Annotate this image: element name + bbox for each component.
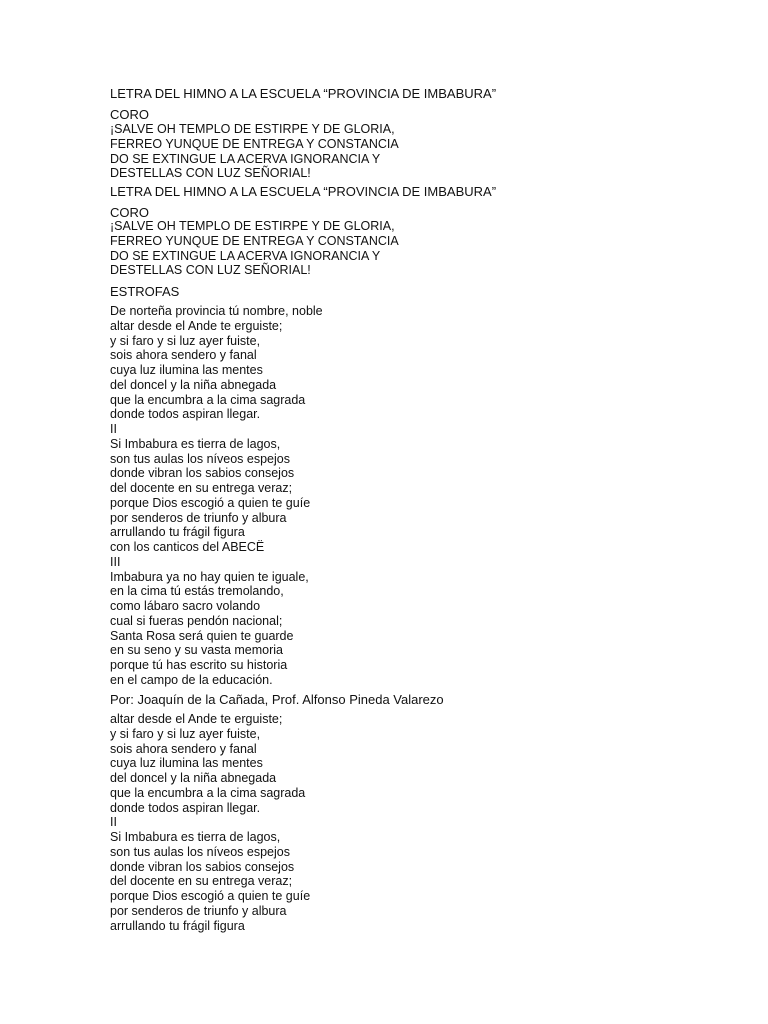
stanza-line: del docente en su entrega veraz;: [110, 481, 293, 495]
stanza-line: como lábaro sacro volando: [110, 599, 261, 613]
chorus-label: CORO: [110, 107, 149, 122]
stanza-line: del doncel y la niña abnegada: [110, 377, 277, 392]
stanza-line: por senderos de triunfo y albura: [110, 903, 287, 918]
stanza-line: donde vibran los sabios consejos: [110, 466, 295, 481]
stanza-line: son tus aulas los níveos espejos: [110, 844, 290, 859]
chorus-line: DO SE EXTINGUE LA ACERVA IGNORANCIA Y: [110, 151, 381, 166]
stanza-line: del docente en su entrega veraz;: [110, 874, 293, 889]
stanza-line: cuya luz ilumina las mentes: [110, 756, 263, 771]
stanza-line: con los canticos del ABECË: [110, 540, 265, 554]
stanza-line: altar desde el Ande te erguiste;: [110, 318, 283, 333]
stanza-line: porque tú has escrito su historia: [110, 658, 288, 672]
stanza-line: Santa Rosa será quien te guarde: [110, 628, 294, 643]
chorus-line: DESTELLAS CON LUZ SEÑORIAL!: [110, 263, 311, 278]
chorus-block: [110, 122, 730, 181]
stanza-line: Imbabura ya no hay quien te iguale,: [110, 569, 309, 584]
stanzas-block-repeat: [110, 712, 730, 933]
stanza-line: donde todos aspiran llegar.: [110, 407, 261, 422]
stanza-line: que la encumbra a la cima sagrada: [110, 785, 306, 800]
chorus-block-repeat: [110, 219, 730, 278]
stanza-line: cual si fueras pendón nacional;: [110, 613, 283, 628]
stanza-line: en la cima tú estás tremolando,: [110, 584, 284, 599]
stanza-line: altar desde el Ande te erguiste;: [110, 712, 283, 726]
stanzas-block: [110, 304, 730, 688]
stanza-line: cuya luz ilumina las mentes: [110, 363, 263, 377]
stanzas-label: ESTROFAS: [110, 284, 180, 299]
stanza-line: del doncel y la niña abnegada: [110, 771, 277, 785]
stanza-line: en su seno y su vasta memoria: [110, 643, 283, 658]
stanza-line: son tus aulas los níveos espejos: [110, 451, 290, 466]
chorus-label-repeat: CORO: [110, 205, 149, 220]
stanza-numeral: II: [110, 815, 117, 830]
stanza-line: por senderos de triunfo y albura: [110, 510, 287, 525]
chorus-line: FERREO YUNQUE DE ENTREGA Y CONSTANCIA: [110, 136, 399, 151]
hymn-title: LETRA DEL HIMNO A LA ESCUELA “PROVINCIA DE IMBABURA”: [110, 86, 497, 101]
stanza-line: De norteña provincia tú nombre, noble: [110, 304, 323, 318]
stanza-line: porque Dios escogió a quien te guíe: [110, 889, 311, 903]
stanza-numeral: III: [110, 554, 121, 569]
author-credit: Por: Joaquín de la Cañada, Prof. Alfonso Pineda Valarezo: [110, 692, 444, 707]
stanza-line: que la encumbra a la cima sagrada: [110, 392, 306, 407]
chorus-line: DO SE EXTINGUE LA ACERVA IGNORANCIA Y: [110, 248, 381, 263]
stanza-line: y si faro y si luz ayer fuiste,: [110, 333, 261, 348]
stanza-line: sois ahora sendero y fanal: [110, 348, 257, 363]
stanza-line: Si Imbabura es tierra de lagos,: [110, 436, 281, 451]
stanza-line: Si Imbabura es tierra de lagos,: [110, 830, 281, 844]
chorus-line: ¡SALVE OH TEMPLO DE ESTIRPE Y DE GLORIA,: [110, 219, 395, 233]
stanza-line: arrullando tu frágil figura: [110, 918, 245, 933]
hymn-title-repeat: LETRA DEL HIMNO A LA ESCUELA “PROVINCIA DE IMBABURA”: [110, 184, 497, 199]
chorus-line: DESTELLAS CON LUZ SEÑORIAL!: [110, 166, 311, 181]
chorus-line: ¡SALVE OH TEMPLO DE ESTIRPE Y DE GLORIA,: [110, 122, 395, 136]
stanza-line: donde todos aspiran llegar.: [110, 800, 261, 815]
stanza-numeral: II: [110, 422, 117, 436]
stanza-line: arrullando tu frágil figura: [110, 525, 245, 540]
stanza-line: donde vibran los sabios consejos: [110, 859, 295, 874]
stanza-line: en el campo de la educación.: [110, 672, 273, 687]
stanza-line: porque Dios escogió a quien te guíe: [110, 495, 311, 510]
stanza-line: sois ahora sendero y fanal: [110, 741, 257, 756]
chorus-line: FERREO YUNQUE DE ENTREGA Y CONSTANCIA: [110, 233, 399, 248]
stanza-line: y si faro y si luz ayer fuiste,: [110, 726, 261, 741]
